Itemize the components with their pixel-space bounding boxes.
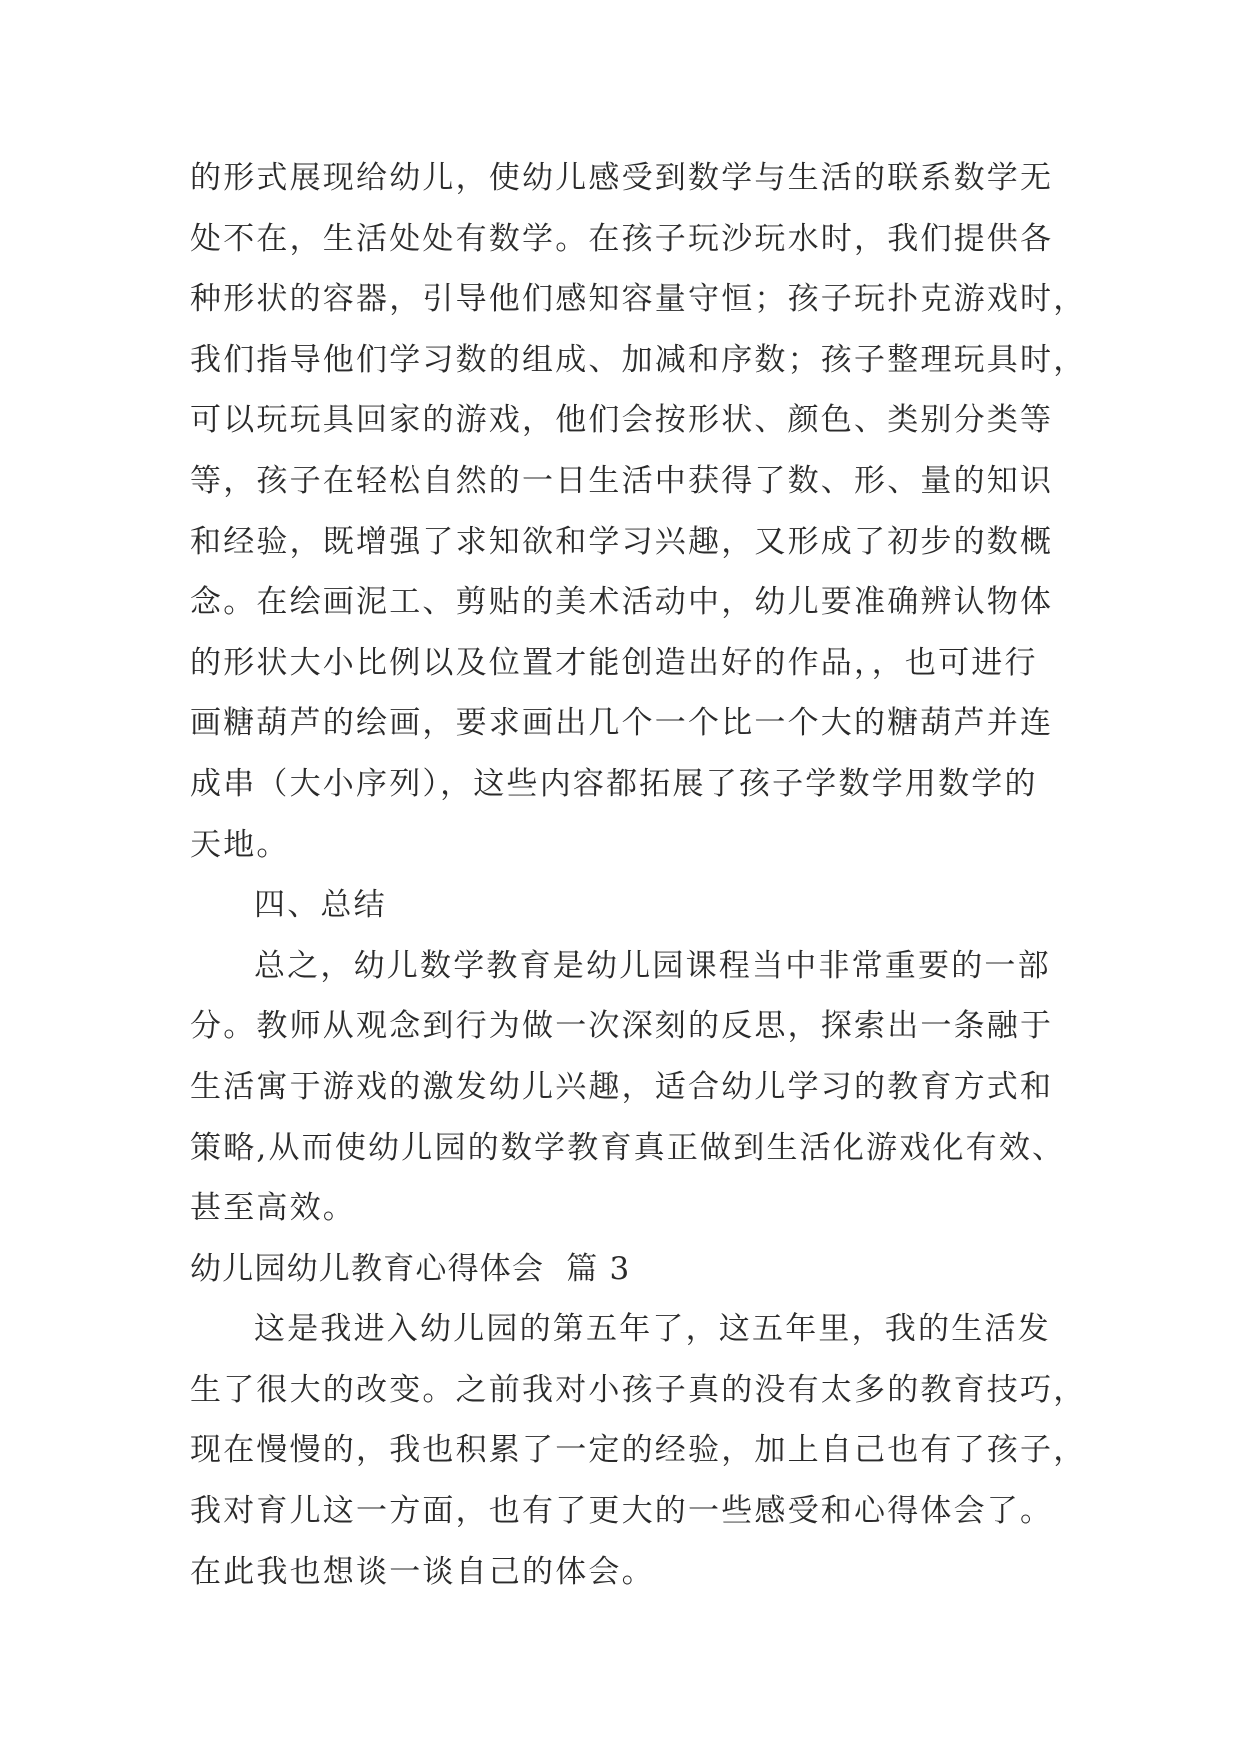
document-body xyxy=(190,148,1087,1602)
text-line: 可以玩玩具回家的游戏，他们会按形状、颜色、类别分类等 xyxy=(190,402,1054,439)
text-line: 种形状的容器，引导他们感知容量守恒；孩子玩扑克游戏时， xyxy=(190,281,1087,318)
text-line: 成串（大小序列），这些内容都拓展了孩子学数学用数学的 xyxy=(190,765,1038,802)
text-line: 画糖葫芦的绘画，要求画出几个一个比一个大的糖葫芦并连 xyxy=(190,705,1054,742)
text-line: 的形状大小比例以及位置才能创造出好的作品，，也可进行 xyxy=(190,644,1038,681)
text-line: 我对育儿这一方面，也有了更大的一些感受和心得体会了。 xyxy=(190,1493,1054,1530)
text-line: 天地。 xyxy=(190,826,290,863)
text-line: 生活寓于游戏的激发幼儿兴趣，适合幼儿学习的教育方式和 xyxy=(190,1068,1054,1105)
text-line: 处不在，生活处处有数学。在孩子玩沙玩水时，我们提供各 xyxy=(190,220,1054,257)
text-line: 分。教师从观念到行为做一次深刻的反思，探索出一条融于 xyxy=(190,1008,1054,1045)
text-line: 现在慢慢的，我也积累了一定的经验，加上自己也有了孩子， xyxy=(190,1432,1087,1469)
text-line: 策略,从而使幼儿园的数学教育真正做到生活化游戏化有效、 xyxy=(190,1129,1066,1166)
article-title: 幼儿园幼儿教育心得体会 篇 3 xyxy=(190,1250,631,1287)
text-line: 生了很大的改变。之前我对小孩子真的没有太多的教育技巧， xyxy=(190,1371,1087,1408)
text-line: 我们指导他们学习数的组成、加减和序数；孩子整理玩具时， xyxy=(190,341,1087,378)
paragraph-start-line: 这是我进入幼儿园的第五年了，这五年里，我的生活发 xyxy=(254,1311,1051,1348)
text-line: 念。在绘画泥工、剪贴的美术活动中，幼儿要准确辨认物体 xyxy=(190,584,1054,621)
paragraph-start-line: 总之，幼儿数学教育是幼儿园课程当中非常重要的一部 xyxy=(254,947,1051,984)
text-line: 等，孩子在轻松自然的一日生活中获得了数、形、量的知识 xyxy=(190,462,1054,499)
section-heading: 四、总结 xyxy=(254,887,387,924)
text-line: 和经验，既增强了求知欲和学习兴趣，又形成了初步的数概 xyxy=(190,523,1054,560)
text-line: 在此我也想谈一谈自己的体会。 xyxy=(190,1553,655,1590)
text-line: 甚至高效。 xyxy=(190,1190,356,1227)
text-line: 的形式展现给幼儿，使幼儿感受到数学与生活的联系数学无 xyxy=(190,160,1054,196)
